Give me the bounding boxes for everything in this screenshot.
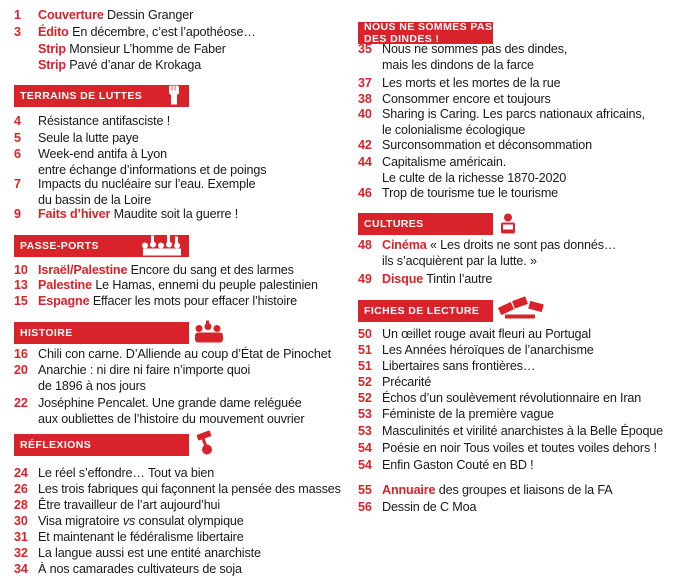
entry-text: La langue aussi est une entité anarchiste — [38, 546, 261, 560]
entry-title — [38, 347, 331, 363]
entry-line — [382, 92, 551, 108]
section-title: FICHES DE LECTURE — [364, 305, 480, 317]
page-number: 53 — [358, 407, 372, 421]
entry-line — [382, 424, 663, 440]
entry-line — [38, 498, 220, 514]
entry-title — [38, 131, 139, 147]
entry-title — [382, 186, 558, 202]
entry-text: Chili con carne. D’Alliende au coup d’État de Pinochet — [38, 347, 331, 361]
page-number: 24 — [14, 466, 28, 480]
entry-text: Les Années héroïques de l’anarchisme — [382, 343, 594, 357]
section-title: TERRAINS DE LUTTES — [20, 90, 143, 102]
page-number: 52 — [358, 391, 372, 405]
page-number: 28 — [14, 498, 28, 512]
page-number: 20 — [14, 363, 28, 377]
page-number: 10 — [14, 263, 28, 277]
rubric-label: Annuaire — [382, 483, 436, 497]
entry-text: Monsieur L’homme de Faber — [69, 42, 226, 56]
toc-entry[interactable] — [358, 483, 612, 499]
entry-line — [382, 107, 645, 123]
entry-title — [382, 500, 476, 516]
section-title: CULTURES — [364, 218, 424, 230]
entry-title — [38, 498, 220, 514]
entry-line — [382, 343, 594, 359]
rubric-label: Faits d’hiver — [38, 207, 111, 221]
toc-entry[interactable] — [14, 58, 201, 74]
entry-line — [38, 466, 214, 482]
rubric-label: Espagne — [38, 294, 90, 308]
entry-text: Masculinités et virilité anarchistes à la Belle Époque — [382, 424, 664, 438]
toc-entry[interactable] — [358, 500, 476, 516]
entry-title — [38, 8, 193, 24]
entry-title — [382, 92, 551, 108]
rubric-label: Couverture — [38, 8, 104, 22]
entry-title — [382, 155, 566, 186]
entry-line — [38, 546, 261, 562]
entry-title — [38, 114, 170, 130]
entry-title — [382, 483, 612, 499]
section-header-fiches-de-lecture — [358, 300, 493, 322]
section-title: NOUS NE SOMMES PAS DES DINDES ! — [364, 21, 493, 45]
entry-subline: de 1896 à nos jours — [38, 378, 146, 393]
entry-text: Et maintenant le fédéralisme libertaire — [38, 530, 244, 544]
entry-title — [38, 363, 250, 394]
toc-entry[interactable] — [14, 207, 238, 223]
section-header-nous-ne-sommes-pas-des-dindes — [358, 22, 493, 44]
entry-title — [38, 562, 242, 578]
toc-entry[interactable] — [14, 562, 242, 578]
entry-title — [38, 514, 244, 530]
rubric-label: Cinéma — [382, 238, 427, 252]
toc-entry[interactable] — [14, 131, 139, 147]
entry-line — [382, 155, 566, 171]
entry-text: Dessin Granger — [107, 8, 194, 22]
toc-entry[interactable] — [358, 327, 591, 343]
raised-fist-icon — [163, 84, 185, 109]
toc-entry[interactable] — [14, 8, 193, 24]
section-band — [14, 434, 189, 456]
entry-line — [382, 407, 554, 423]
rubric-label: Israël/Palestine — [38, 263, 128, 277]
entry-text: À nos camarades cultivateurs de soja — [38, 562, 242, 576]
toc-entry[interactable] — [14, 177, 255, 208]
entry-subline: aux oubliettes de l’histoire du mouvement ouvrier — [38, 411, 305, 426]
entry-text: Maudite soit la guerre ! — [113, 207, 239, 221]
section-header-histoire — [14, 322, 189, 344]
entry-text: Tintin l’autre — [426, 272, 493, 286]
toc-entry[interactable] — [14, 25, 256, 41]
section-band — [358, 300, 493, 322]
entry-line — [38, 147, 266, 163]
toc-entry[interactable] — [14, 294, 297, 310]
toc-entry[interactable] — [14, 498, 220, 514]
toc-entry[interactable] — [358, 407, 554, 423]
entry-title — [382, 138, 592, 154]
page-number: 54 — [358, 441, 372, 455]
entry-line — [382, 138, 592, 154]
page-number: 26 — [14, 482, 28, 496]
section-header-terrains-de-luttes — [14, 85, 189, 107]
entry-text: Encore du sang et des larmes — [130, 263, 294, 277]
entry-title — [38, 25, 256, 41]
entry-text: Seule la lutte paye — [38, 131, 139, 145]
toc-entry[interactable] — [14, 278, 318, 294]
section-header-reflexions — [14, 434, 189, 456]
toc-entry[interactable] — [14, 114, 170, 130]
entry-text: Surconsommation et déconsommation — [382, 138, 592, 152]
entry-line — [382, 327, 591, 343]
entry-title — [382, 238, 616, 269]
entry-title — [38, 58, 201, 74]
entry-text: Résistance antifasciste ! — [38, 114, 171, 128]
entry-line — [38, 8, 193, 24]
entry-title — [38, 546, 261, 562]
entry-line — [38, 347, 331, 363]
page-number: 51 — [358, 359, 372, 373]
page-number: 13 — [14, 278, 28, 292]
entry-line — [38, 482, 341, 498]
entry-title — [382, 327, 591, 343]
entry-text: Sharing is Caring. Les parcs nationaux africains, — [382, 107, 645, 121]
toc-entry[interactable] — [358, 186, 558, 202]
entry-line — [382, 500, 476, 516]
toc-entry[interactable] — [358, 272, 492, 288]
entry-line — [382, 238, 616, 254]
page-number: 42 — [358, 138, 372, 152]
entry-line — [38, 114, 170, 130]
page-number: 52 — [358, 375, 372, 389]
entry-title — [38, 294, 297, 310]
entry-line — [38, 396, 304, 412]
entry-subline: le colonialisme écologique — [382, 122, 526, 137]
entry-subline: ils s’acquièrent par la lutte. » — [382, 253, 537, 268]
entry-subline: entre échange d’informations et de poings — [38, 162, 267, 177]
entry-title — [382, 343, 594, 359]
toc-entry[interactable] — [14, 466, 214, 482]
toc-entry[interactable] — [358, 343, 594, 359]
entry-text: Capitalisme américain. — [382, 155, 507, 169]
toc-entry[interactable] — [358, 359, 535, 375]
entry-title — [382, 107, 645, 138]
entry-emphasis: vs — [122, 514, 136, 528]
entry-line — [38, 263, 294, 279]
page-number: 1 — [14, 8, 21, 22]
entry-text: Poésie en noir Tous voiles et toutes voiles dehors ! — [382, 441, 657, 455]
entry-text: Les trois fabriques qui façonnent la pensée des masses — [38, 482, 341, 496]
entry-title — [38, 530, 244, 546]
page-number: 30 — [14, 514, 28, 528]
entry-line — [382, 76, 560, 92]
page-number: 46 — [358, 186, 372, 200]
entry-line — [382, 391, 641, 407]
entry-line — [382, 359, 535, 375]
entry-line — [382, 458, 534, 474]
entry-title — [382, 42, 567, 73]
entry-text: Nous ne sommes pas des dindes, — [382, 42, 568, 56]
entry-title — [38, 482, 341, 498]
page-number: 51 — [358, 343, 372, 357]
entry-line — [38, 530, 244, 546]
entry-title — [38, 466, 214, 482]
rubric-label: Édito — [38, 25, 69, 39]
entry-title — [382, 272, 492, 288]
toc-entry[interactable] — [14, 147, 266, 178]
toc-entry[interactable] — [358, 441, 657, 457]
entry-line — [38, 294, 297, 310]
entry-text: Consommer encore et toujours — [382, 92, 551, 106]
entry-subline: mais les dindons de la farce — [382, 57, 534, 72]
page-number: 54 — [358, 458, 372, 472]
toc-entry[interactable] — [14, 396, 304, 427]
entry-title — [38, 42, 226, 58]
section-band — [14, 235, 189, 257]
page-number: 50 — [358, 327, 372, 341]
toc-entry[interactable] — [14, 482, 341, 498]
hammer-fist-icon — [193, 431, 217, 460]
page-number: 53 — [358, 424, 372, 438]
toc-entry[interactable] — [358, 107, 645, 138]
page-number: 35 — [358, 42, 372, 56]
entry-title — [382, 424, 663, 440]
entry-text: Dessin de C Moa — [382, 500, 477, 514]
entry-text: Libertaires sans frontières… — [382, 359, 536, 373]
page-number: 15 — [14, 294, 28, 308]
entry-text: Les morts et les mortes de la rue — [382, 76, 561, 90]
entry-title — [382, 76, 560, 92]
entry-line — [38, 42, 226, 58]
rubric-label: Disque — [382, 272, 424, 286]
entry-title — [38, 263, 294, 279]
entry-title — [382, 359, 535, 375]
reader-icon — [497, 212, 519, 237]
entry-line — [38, 177, 255, 193]
page-number: 6 — [14, 147, 21, 161]
toc-entry[interactable] — [14, 263, 294, 279]
crowd-icon — [193, 321, 225, 346]
entry-text: Précarité — [382, 375, 432, 389]
section-title: HISTOIRE — [20, 327, 73, 339]
section-header-passe-ports — [14, 235, 189, 257]
entry-line — [38, 25, 256, 41]
entry-line — [38, 207, 238, 223]
crowd-fists-icon — [139, 234, 185, 259]
toc-entry[interactable] — [358, 424, 663, 440]
entry-title — [38, 147, 266, 178]
entry-line — [38, 58, 201, 74]
entry-text-cont: consulat olympique — [138, 514, 244, 528]
entry-text: Le Hamas, ennemi du peuple palestinien — [95, 278, 318, 292]
section-band — [358, 22, 493, 44]
page-number: 55 — [358, 483, 372, 497]
section-band — [14, 85, 189, 107]
entry-text: Effacer les mots pour effacer l’histoire — [92, 294, 298, 308]
entry-text: Anarchie : ni dire ni faire n’importe quoi — [38, 363, 251, 377]
entry-line — [382, 186, 558, 202]
toc-entry[interactable] — [358, 42, 567, 73]
section-title: PASSE-PORTS — [20, 240, 99, 252]
page-number: 7 — [14, 177, 21, 191]
entry-title — [382, 458, 534, 474]
section-band — [14, 322, 189, 344]
page-number: 49 — [358, 272, 372, 286]
toc-entry[interactable] — [14, 42, 226, 58]
toc-entry[interactable] — [358, 155, 566, 186]
entry-line — [382, 42, 567, 58]
entry-title — [382, 441, 657, 457]
page-number: 16 — [14, 347, 28, 361]
entry-subline: Le culte de la richesse 1870-2020 — [382, 170, 567, 185]
toc-entry[interactable] — [358, 138, 592, 154]
section-header-cultures — [358, 213, 493, 235]
rubric-label: Palestine — [38, 278, 92, 292]
rubric-label: Strip — [38, 42, 66, 56]
entry-text: Impacts du nucléaire sur l’eau. Exemple — [38, 177, 256, 191]
books-icon — [497, 295, 545, 328]
page-number: 9 — [14, 207, 21, 221]
entry-line — [38, 562, 242, 578]
entry-subline: du bassin de la Loire — [38, 192, 152, 207]
entry-title — [38, 177, 255, 208]
page-number: 31 — [14, 530, 28, 544]
toc-entry[interactable] — [358, 92, 551, 108]
toc-entry[interactable] — [14, 363, 250, 394]
toc-entry[interactable] — [358, 391, 641, 407]
toc-entry[interactable] — [14, 546, 261, 562]
toc-entry[interactable] — [358, 458, 534, 474]
entry-text: Un œillet rouge avait fleuri au Portugal — [382, 327, 591, 341]
page-number: 38 — [358, 92, 372, 106]
entry-text: Joséphine Pencalet. Une grande dame reléguée — [38, 396, 302, 410]
entry-text: « Les droits ne sont pas donnés… — [429, 238, 617, 252]
page-number: 56 — [358, 500, 372, 514]
rubric-label: Strip — [38, 58, 66, 72]
entry-line — [38, 131, 139, 147]
entry-line — [38, 363, 250, 379]
entry-line — [382, 272, 492, 288]
entry-text: Être travailleur de l’art aujourd’hui — [38, 498, 221, 512]
toc-entry[interactable] — [14, 530, 244, 546]
entry-line — [382, 483, 612, 499]
page-number: 32 — [14, 546, 28, 560]
entry-text: Trop de tourisme tue le tourisme — [382, 186, 559, 200]
entry-line — [38, 278, 318, 294]
page-number: 5 — [14, 131, 21, 145]
section-title: RÉFLEXIONS — [20, 439, 92, 451]
entry-line — [382, 441, 657, 457]
toc-entry[interactable] — [358, 76, 560, 92]
entry-text: En décembre, c’est l’apothéose… — [72, 25, 256, 39]
entry-title — [38, 396, 304, 427]
entry-line — [38, 514, 244, 530]
section-band — [358, 213, 493, 235]
page-number: 34 — [14, 562, 28, 576]
entry-title — [38, 207, 238, 223]
entry-title — [38, 278, 318, 294]
toc-entry[interactable] — [358, 375, 431, 391]
entry-title — [382, 391, 641, 407]
entry-text: Pavé d’anar de Krokaga — [69, 58, 202, 72]
page-number: 3 — [14, 25, 21, 39]
entry-title — [382, 407, 554, 423]
entry-text: Week-end antifa à Lyon — [38, 147, 168, 161]
entry-text: Féministe de la première vague — [382, 407, 554, 421]
page-number: 48 — [358, 238, 372, 252]
page-number: 4 — [14, 114, 21, 128]
entry-text: Le réel s’effondre… Tout va bien — [38, 466, 215, 480]
entry-text: des groupes et liaisons de la FA — [438, 483, 613, 497]
toc-entry[interactable] — [358, 238, 616, 269]
toc-entry[interactable] — [14, 347, 331, 363]
entry-text: Enfin Gaston Couté en BD ! — [382, 458, 534, 472]
page-number: 40 — [358, 107, 372, 121]
page-number: 37 — [358, 76, 372, 90]
entry-text: Visa migratoire — [38, 514, 120, 528]
page-number: 44 — [358, 155, 372, 169]
entry-line — [382, 375, 431, 391]
entry-text: Échos d’un soulèvement révolutionnaire en Iran — [382, 391, 642, 405]
entry-title — [382, 375, 431, 391]
toc-entry[interactable] — [14, 514, 244, 530]
page-number: 22 — [14, 396, 28, 410]
